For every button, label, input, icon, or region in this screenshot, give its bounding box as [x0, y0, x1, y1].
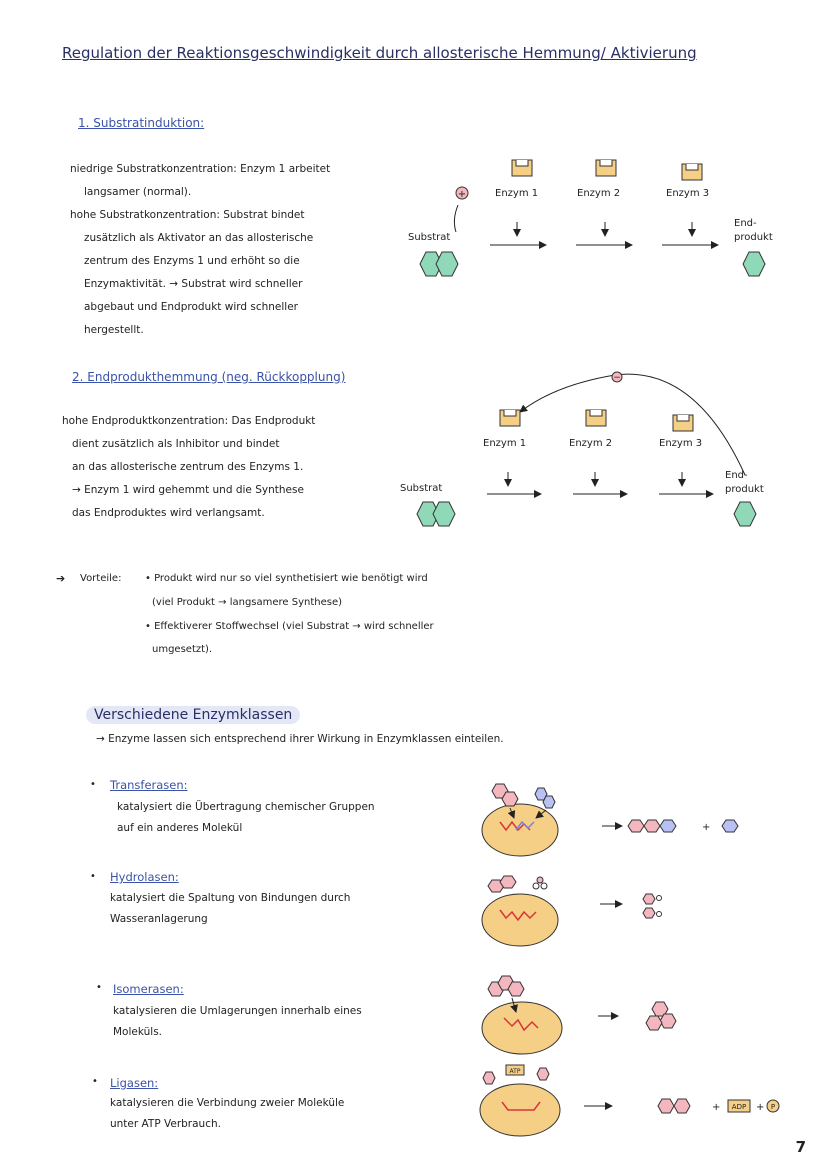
feedback-arrow — [520, 374, 745, 475]
text-line: niedrige Substratkonzentration: Enzym 1 arbeitet — [70, 163, 331, 175]
enzyme-1-label: Enzym 1 — [483, 438, 527, 449]
product-hexagon — [734, 502, 756, 526]
product-label-2: produkt — [725, 484, 764, 495]
text-line: langsamer (normal). — [84, 186, 192, 198]
text-line: dient zusätzlich als Inhibitor und bindet — [72, 438, 280, 450]
text-line: katalysiert die Übertragung chemischer Gruppen — [117, 801, 375, 813]
enzyme-3-label: Enzym 3 — [659, 438, 703, 449]
plus-sign: + — [712, 1102, 721, 1113]
isomerase-diagram — [472, 972, 712, 1062]
ligase-diagram — [470, 1062, 810, 1142]
text-line: katalysieren die Umlagerungen innerhalb eines — [113, 1005, 362, 1017]
product-label-1: End- — [725, 470, 748, 481]
enzyme-1-label: Enzym 1 — [495, 188, 539, 199]
class-transferasen-title: Transferasen: — [110, 778, 188, 792]
class-isomerasen-title: Isomerasen: — [113, 982, 184, 996]
bullet-icon: • — [96, 982, 102, 993]
inhibitor-sign: − — [613, 373, 621, 383]
enzyme-classes-heading: Verschiedene Enzymklassen — [86, 706, 300, 724]
transferase-diagram — [470, 778, 810, 863]
enzyme-3-shape — [673, 415, 693, 431]
adp-label: ADP — [731, 1103, 747, 1111]
class-hydrolasen-title: Hydrolasen: — [110, 870, 179, 884]
text-line: abgebaut und Endprodukt wird schneller — [84, 301, 298, 313]
phosphate-label: P — [770, 1103, 776, 1111]
enzyme-2-label: Enzym 2 — [569, 438, 613, 449]
class-hydrolasen-text — [110, 888, 350, 930]
class-ligasen-text — [110, 1093, 344, 1135]
substrate-hexagon — [433, 502, 455, 526]
advantage-item: • Effektiverer Stoffwechsel (viel Substrat → wird schneller — [145, 621, 434, 632]
advantage-item: • Produkt wird nur so viel synthetisiert wie benötigt wird — [145, 573, 428, 584]
text-line: zusätzlich als Aktivator an das allosterische — [84, 232, 314, 244]
enzyme-classes-intro: → Enzyme lassen sich entsprechend ihrer Wirkung in Enzymklassen einteilen. — [96, 733, 504, 745]
bullet-icon: • — [90, 779, 96, 790]
text-line: → Enzym 1 wird gehemmt und die Synthese — [72, 484, 304, 496]
activator-line — [454, 205, 458, 232]
bullet-icon: • — [90, 871, 96, 882]
section2-text — [62, 410, 315, 525]
section2-heading: 2. Endprodukthemmung (neg. Rückkopplung) — [72, 370, 346, 384]
advantage-item: umgesetzt). — [152, 644, 213, 655]
text-line: zentrum des Enzyms 1 und erhöht so die — [84, 255, 300, 267]
class-ligasen-title: Ligasen: — [110, 1076, 159, 1090]
advantages-label: Vorteile: — [80, 573, 122, 584]
substrate-induction-diagram — [400, 150, 810, 290]
text-line: Wasseranlagerung — [110, 913, 208, 925]
enzyme-2-label: Enzym 2 — [577, 188, 621, 199]
substrate-label: Substrat — [400, 483, 443, 494]
page-number: 7 — [795, 1138, 806, 1156]
enzyme-3-shape — [682, 164, 702, 180]
advantages-arrow-icon: ➔ — [56, 572, 66, 585]
text-line: das Endproduktes wird verlangsamt. — [72, 507, 265, 519]
section1-text — [70, 158, 330, 342]
text-line: auf ein anderes Molekül — [117, 822, 243, 834]
text-line: Enzymaktivität. → Substrat wird schneller — [84, 278, 303, 290]
text-line: unter ATP Verbrauch. — [110, 1118, 221, 1130]
text-line: katalysieren die Verbindung zweier Moleküle — [110, 1097, 345, 1109]
plus-sign: + — [756, 1102, 765, 1113]
section1-heading: 1. Substratinduktion: — [78, 116, 205, 130]
atp-label: ATP — [509, 1068, 521, 1075]
enzyme-1-shape — [500, 410, 520, 426]
text-line: hohe Endproduktkonzentration: Das Endprodukt — [62, 415, 316, 427]
product-hexagon — [743, 252, 765, 276]
hydrolase-diagram — [470, 872, 710, 952]
enzyme-2-shape — [586, 410, 606, 426]
text-line: Moleküls. — [113, 1026, 162, 1038]
advantage-item: (viel Produkt → langsamere Synthese) — [152, 597, 343, 608]
text-line: katalysiert die Spaltung von Bindungen durch — [110, 892, 351, 904]
plus-sign: + — [702, 822, 711, 833]
text-line: an das allosterische zentrum des Enzyms 1. — [72, 461, 304, 473]
page-title: Regulation der Reaktionsgeschwindigkeit durch allosterische Hemmung/ Aktivierung — [62, 44, 697, 62]
product-label-2: produkt — [734, 232, 773, 243]
activator-sign: + — [457, 189, 467, 200]
end-product-inhibition-diagram — [395, 360, 810, 540]
substrate-hexagon — [436, 252, 458, 276]
text-line: hohe Substratkonzentration: Substrat bindet — [70, 209, 305, 221]
enzyme-2-shape — [596, 160, 616, 176]
product-label-1: End- — [734, 218, 757, 229]
text-line: hergestellt. — [84, 324, 144, 336]
enzyme-3-label: Enzym 3 — [666, 188, 710, 199]
substrate-label: Substrat — [408, 232, 451, 243]
class-transferasen-text — [117, 797, 375, 839]
enzyme-1-shape — [512, 160, 532, 176]
class-isomerasen-text — [113, 1001, 362, 1043]
bullet-icon: • — [92, 1076, 98, 1087]
